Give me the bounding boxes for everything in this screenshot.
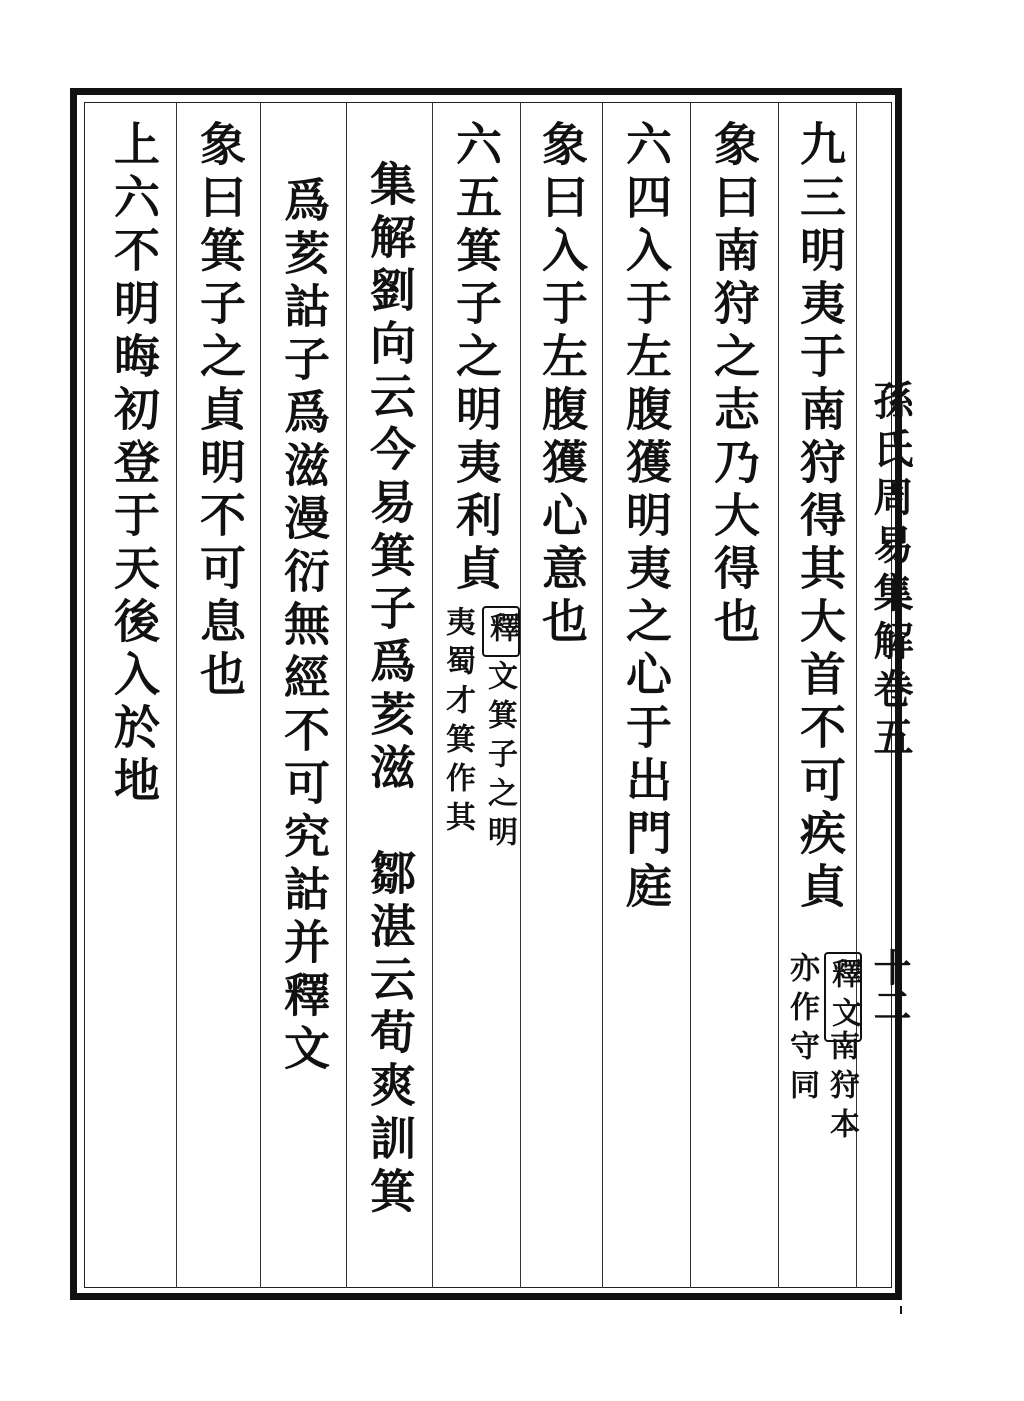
annotation-note-2: 亦作守同 [784,952,819,1108]
column-rule [432,102,433,1288]
column-rule [778,102,779,1288]
column-rule [520,102,521,1288]
text-column-4: 象曰入于左腹獲心意也 [535,120,589,650]
scan-mark [900,1306,902,1314]
text-column-1: 九三明夷于南狩得其大首不可疾貞 [793,120,847,915]
text-column-8: 象曰箕子之貞明不可息也 [193,120,247,703]
book-title-header: 孫氏周易集解卷五 [867,380,914,764]
column-rule [690,102,691,1288]
text-column-7: 爲荄詁子爲滋漫衍無經不可究詁并釋文 [277,176,331,1077]
annotation-tag [482,606,520,657]
annotation-note-3: 文箕子之明 [482,660,517,855]
text-column-9: 上六不明晦初登于天後入於地 [107,120,161,809]
column-rule [602,102,603,1288]
column-rule [346,102,347,1288]
column-rule [176,102,177,1288]
text-column-2: 象曰南狩之志乃大得也 [707,120,761,650]
annotation-tag-label: 釋 [482,606,520,657]
annotation-note-4: 夷蜀才箕作其 [440,606,475,840]
annotation-tag [824,952,862,1042]
text-column-5: 六五箕子之明夷利貞 [449,120,503,597]
column-rule [260,102,261,1288]
text-column-6: 集解劉向云今易箕子爲荄滋 鄒湛云荀爽訓箕 [363,160,417,1220]
annotation-tag-label: 釋文 [824,952,862,1042]
text-column-3: 六四入于左腹獲明夷之心于出門庭 [619,120,673,915]
annotation-note-1: 南狩本 [824,1030,859,1147]
folio-number: 十二 [867,948,912,1024]
